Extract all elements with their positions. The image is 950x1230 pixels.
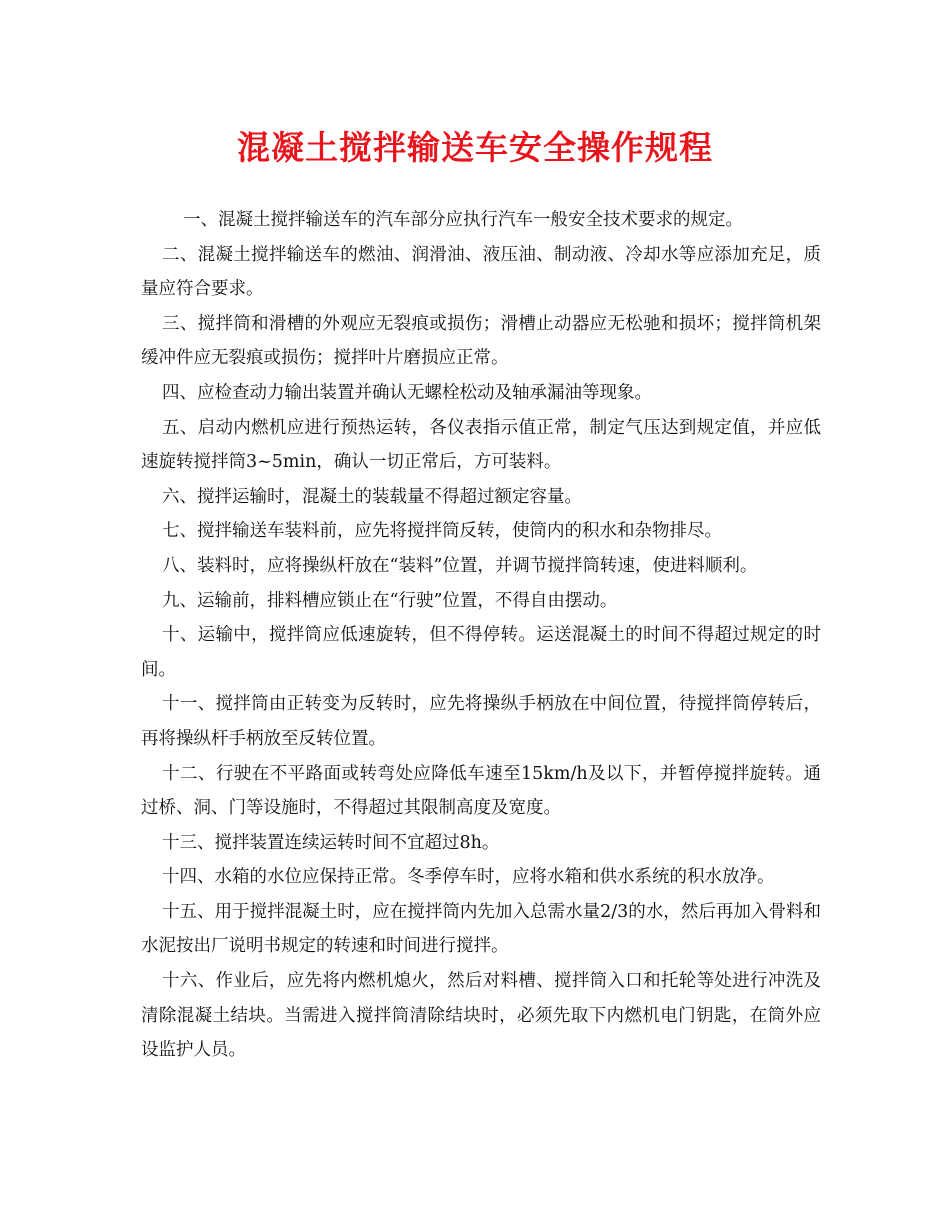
paragraph-13: 十三、搅拌装置连续运转时间不宜超过8h。 bbox=[162, 832, 500, 853]
paragraph-15: 十五、用于搅拌混凝土时，应在搅拌筒内先加入总需水量2/3的水，然后再加入骨料和水泥按出厂说明书规定的转速和时间进行搅拌。 bbox=[141, 901, 821, 957]
paragraph-8: 八、装料时，应将操纵杆放在“装料”位置，并调节搅拌筒转速，使进料顺利。 bbox=[162, 555, 758, 576]
paragraph-16: 十六、作业后，应先将内燃机熄火，然后对料槽、搅拌筒入口和托轮等处进行冲洗及清除混凝土结块。当需进入搅拌筒清除结块时，必须先取下内燃机电门钥匙，在筒外应设监护人员。 bbox=[141, 971, 821, 1061]
paragraph-7: 七、搅拌输送车装料前，应先将搅拌筒反转，使筒内的积水和杂物排尽。 bbox=[162, 521, 722, 542]
paragraph-11: 十一、搅拌筒由正转变为反转时，应先将操纵手柄放在中间位置，待搅拌筒停转后，再将操纵杆手柄放至反转位置。 bbox=[141, 694, 821, 749]
document-body bbox=[141, 203, 821, 1068]
paragraph-10: 十、运输中，搅拌筒应低速旋转，但不得停转。运送混凝土的时间不得超过规定的时间。 bbox=[141, 625, 821, 680]
paragraph-3: 三、搅拌筒和滑槽的外观应无裂痕或损伤；滑槽止动器应无松驰和损坏；搅拌筒机架缓冲件应无裂痕或损伤；搅拌叶片磨损应正常。 bbox=[141, 313, 821, 369]
paragraph-5: 五、启动内燃机应进行预热运转，各仪表指示值正常，制定气压达到规定值，并应低速旋转搅拌筒3~5min，确认一切正常后，方可装料。 bbox=[141, 417, 821, 473]
paragraph-9: 九、运输前，排料槽应锁止在“行驶”位置，不得自由摆动。 bbox=[162, 590, 618, 611]
paragraph-1: 一、混凝土搅拌输送车的汽车部分应执行汽车一般安全技术要求的规定。 bbox=[183, 210, 743, 230]
page-title: 混凝土搅拌输送车安全操作规程 bbox=[237, 128, 713, 167]
paragraph-6: 六、搅拌运输时，混凝土的装载量不得超过额定容量。 bbox=[162, 486, 582, 507]
paragraph-12: 十二、行驶在不平路面或转弯处应降低车速至15km/h及以下，并暂停搅拌旋转。通过桥、洞、门等设施时，不得超过其限制高度及宽度。 bbox=[141, 763, 821, 819]
paragraph-2: 二、混凝土搅拌输送车的燃油、润滑油、液压油、制动液、冷却水等应添加充足，质量应符合要求。 bbox=[141, 244, 821, 300]
paragraph-4: 四、应检查动力输出装置并确认无螺栓松动及轴承漏油等现象。 bbox=[162, 382, 652, 403]
paragraph-14: 十四、水箱的水位应保持正常。冬季停车时，应将水箱和供水系统的积水放净。 bbox=[162, 867, 775, 888]
